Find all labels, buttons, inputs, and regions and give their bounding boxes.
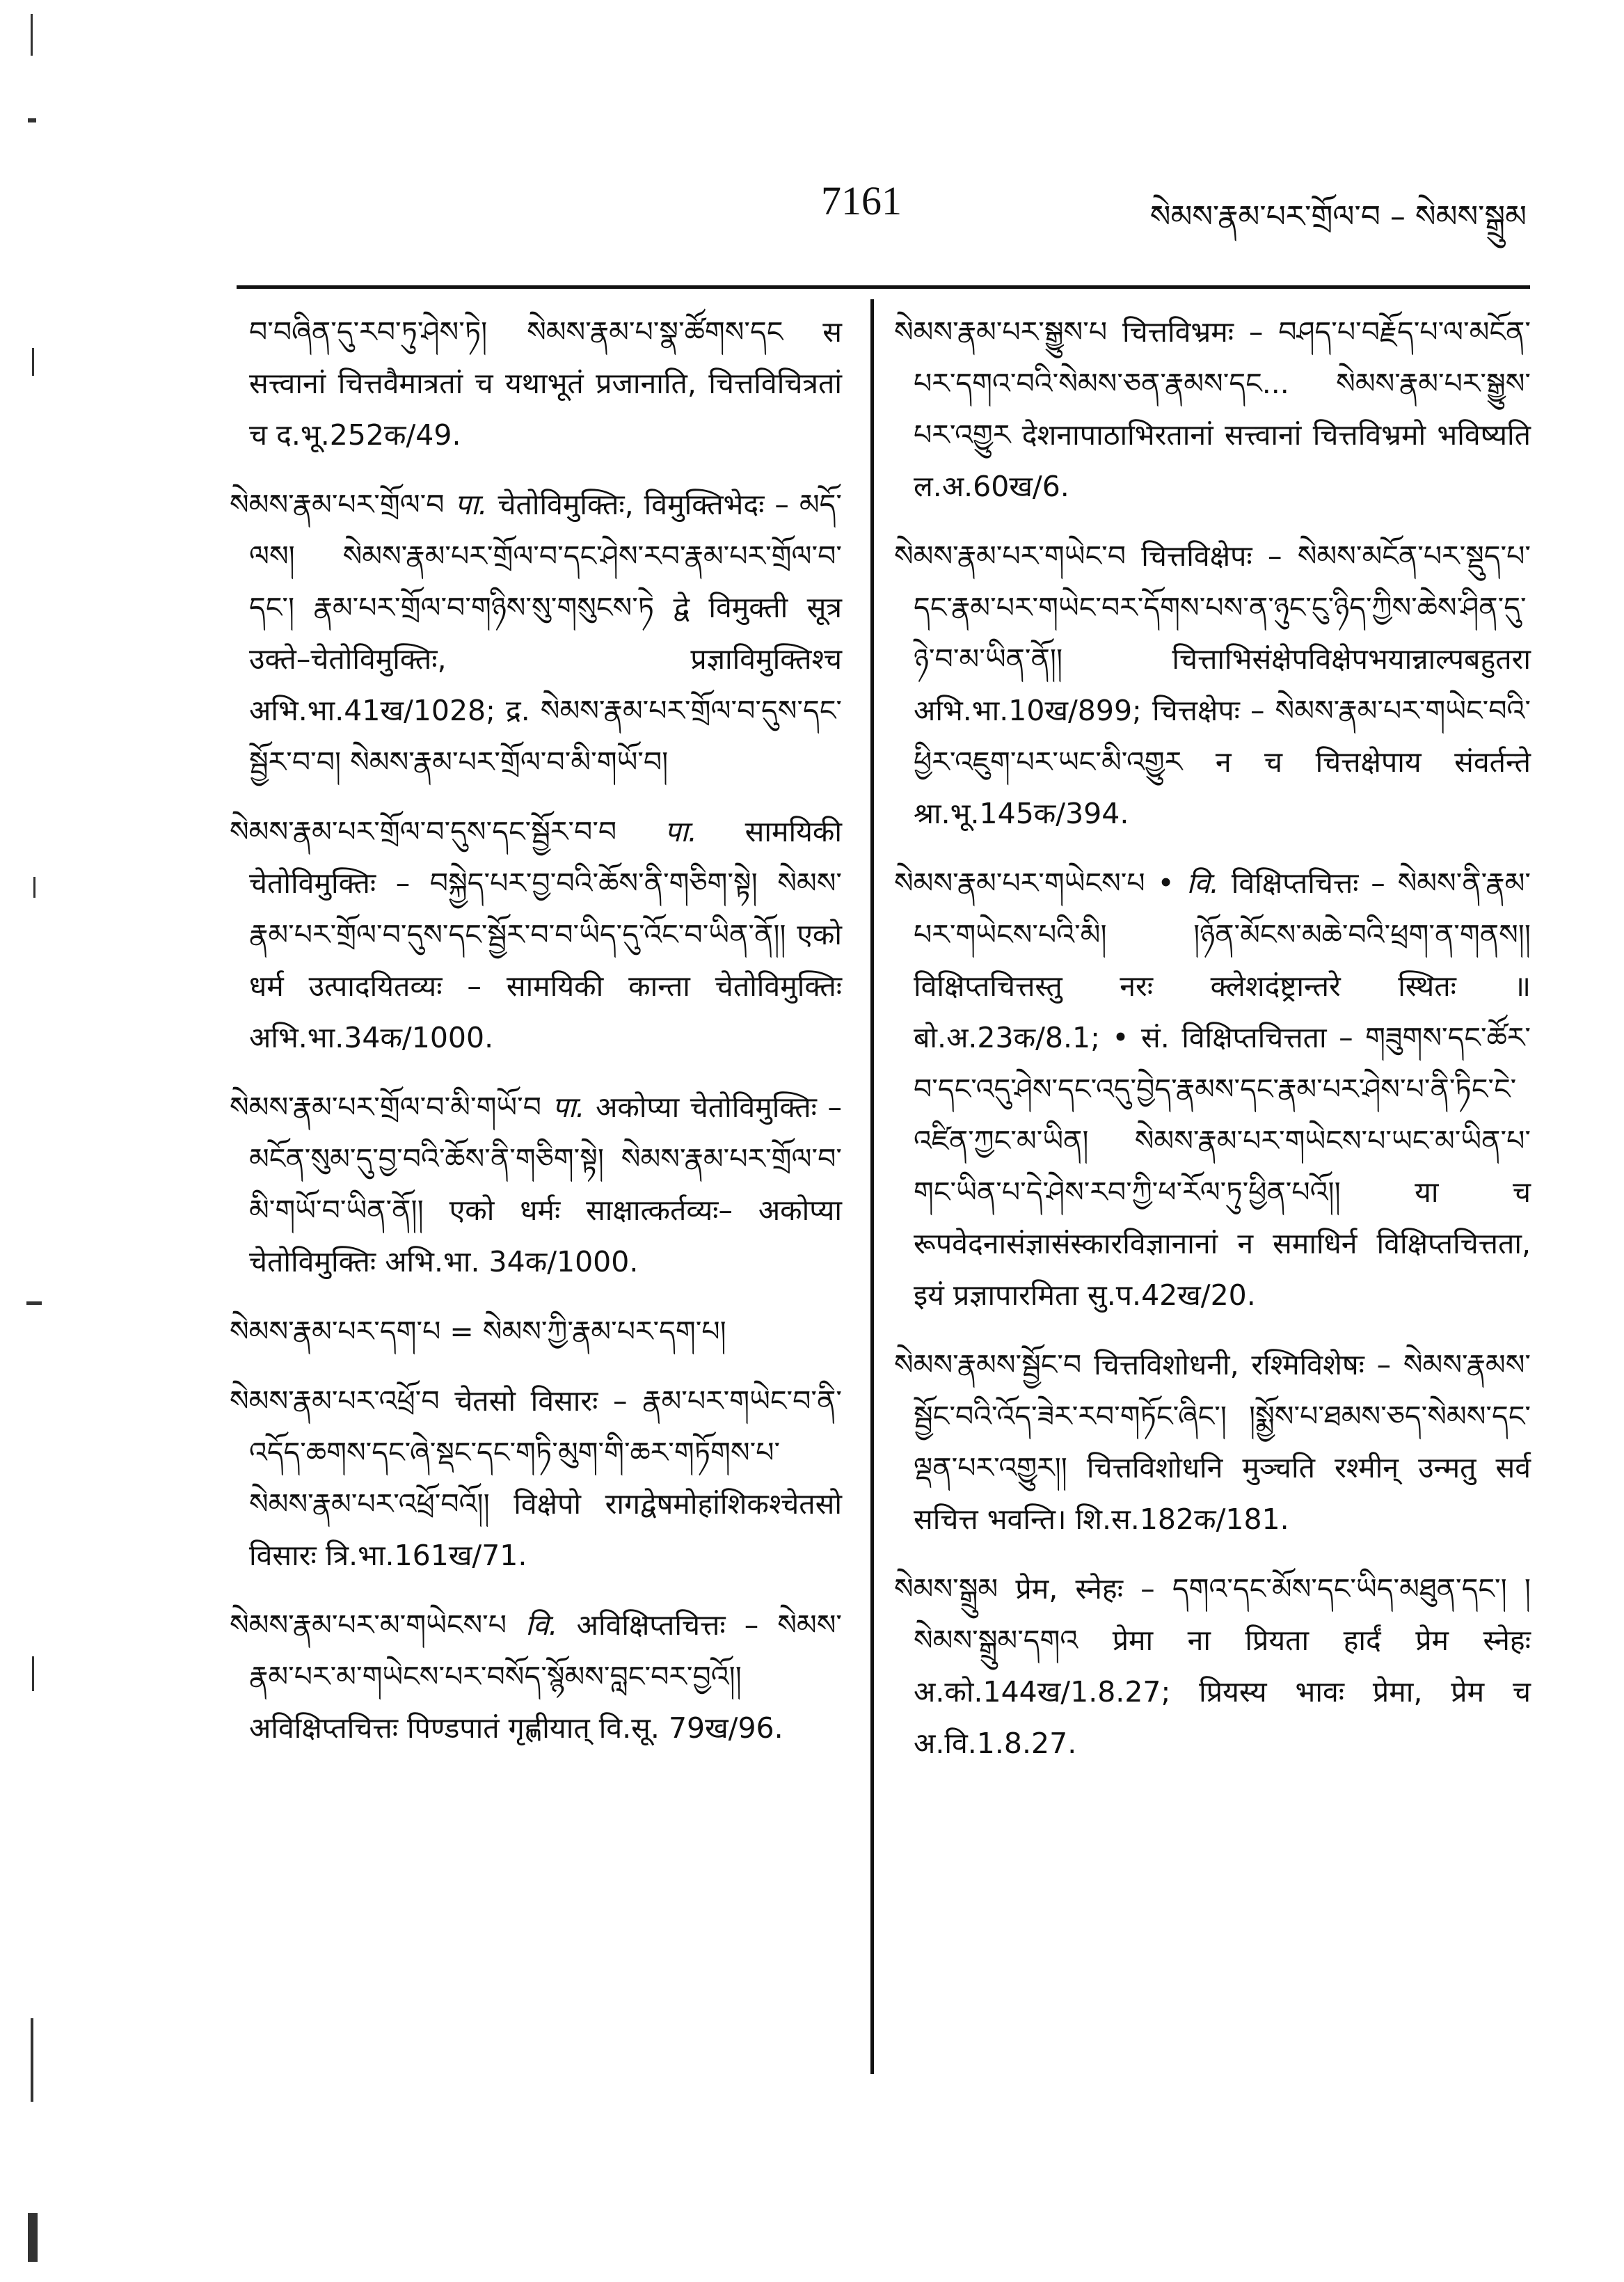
dictionary-entry xyxy=(894,306,1531,512)
page-number: 7161 xyxy=(821,178,902,223)
entry-headword: སེམས་རྣམ་པར་གཡེངས་པ xyxy=(894,866,1145,900)
entry-text: विक्षिप्तचित्तः – སེམས་ནི་རྣམ་པར་གཡེངས་པའི་མི། །ཉོན་མོངས་མཆེ་བའི་ཕྲག་ན་གནས།། विक्षिप्तचित्तस्तु नरः क्लेशदंष्ट्रान्तरे स्थितः ॥ बो.अ.23क/8.1; • सं. विक्षिप्तचित्तता – གཟུགས་དང་ཚོར་བ་དང་འདུ་ཤེས་དང་འདུ་བྱེད་རྣམས་དང་རྣམ་པར་ཤེས་པ་ནི་ཏིང་ངེ་འཛིན་ཀྱང་མ་ཡིན། སེམས་རྣམ་པར་གཡེངས་པ་ཡང་མ་ཡིན་པ་གང་ཡིན་པ་དེ་ཤེས་རབ་ཀྱི་ཕ་རོལ་ཏུ་ཕྱིན་པའོ།། या च रूपवेदनासंज्ञासंस्कारविज्ञानानां न समाधिर्न विक्षिप्तचित्तता, इयं प्रज्ञापारमिता सु.प.42ख/20. xyxy=(914,866,1531,1312)
dictionary-entry xyxy=(894,1563,1531,1769)
dictionary-entry xyxy=(894,857,1531,1321)
entry-headword: སེམས་རྣམ་པར་སྒྱུས་པ xyxy=(894,315,1108,349)
running-head: སེམས་རྣམ་པར་གྲོལ་བ – སེམས་སྒྲུམ xyxy=(1149,199,1527,235)
entry-abbreviation: पा. xyxy=(664,815,697,848)
entry-text: प्रेम, स्नेहः – དགའ་དང་མོས་དང་ཡིད་མཐུན་དང་། །སེམས་སྒྲུམ་དགའ प्रेमा ना प्रियता हार्दं प्रेम स्नेहः अ.को.144ख/1.8.27; प्रियस्य भावः प्रेमा, प्रेम च अ.वि.1.8.27. xyxy=(914,1572,1531,1760)
entry-text: = སེམས་ཀྱི་རྣམ་པར་དག་པ། xyxy=(449,1315,726,1348)
entry-abbreviation: पा. xyxy=(552,1091,585,1124)
entry-headword: སེམས་རྣམ་པར་མ་གཡེངས་པ xyxy=(230,1608,507,1642)
dictionary-entry xyxy=(230,806,842,1063)
entry-text: चित्तविक्षेपः – སེམས་མངོན་པར་སྡུད་པ་དང་རྣམ་པར་གཡེང་བར་དོགས་པས་ན་ཉུང་ངུ་ཉིད་ཀྱིས་ཆེས་ཤིན་དུ་ཉེ་བ་མ་ཡིན་ནོ།། चित्ताभिसंक्षेपविक्षेपभयान्नाल्पबहुतरा अभि.भा.10ख/899; चित्तक्षेपः – སེམས་རྣམ་པར་གཡེང་བའི་ཕྱིར་འཇུག་པར་ཡང་མི་འགྱུར न च चित्तक्षेपाय संवर्तन्ते श्रा.भू.145क/394. xyxy=(914,539,1531,830)
entry-text: सामयिकी चेतोविमुक्तिः – བསྐྱེད་པར་བྱ་བའི་ཆོས་ནི་གཅིག་སྟེ། སེམས་རྣམ་པར་གྲོལ་བ་དུས་དང་སྦྱོར་བ་བ་ཡིད་དུ་འོང་བ་ཡིན་ནོ།། एको धर्म उत्पादयितव्यः – सामयिकी कान्ता चेतोविमुक्तिः अभि.भा.34क/1000. xyxy=(249,815,842,1054)
dictionary-entry xyxy=(894,530,1531,839)
left-column xyxy=(230,306,842,1772)
entry-abbreviation: पा. xyxy=(454,488,488,521)
dictionary-entry xyxy=(230,1375,842,1581)
entry-abbreviation: वि. xyxy=(525,1608,558,1642)
entry-headword: སེམས་རྣམས་སྦྱོང་བ xyxy=(894,1348,1082,1381)
entry-headword: སེམས་རྣམ་པར་གྲོལ་བ་དུས་དང་སྦྱོར་བ་བ xyxy=(230,815,617,848)
dictionary-entry xyxy=(894,1339,1531,1545)
entry-headword: སེམས་རྣམ་པར་གྲོལ་བ xyxy=(230,488,445,521)
entry-text: चेतसो विसारः – རྣམ་པར་གཡེང་བ་ནི་འདོད་ཆགས་དང་ཞེ་སྡང་དང་གཏི་མུག་གི་ཆར་གཏོགས་པ་སེམས་རྣམ་པར་འཕྲོ་བའོ།། विक्षेपो रागद्वेषमोहांशिकश्चेतसो विसारः त्रि.भा.161ख/71. xyxy=(249,1384,842,1572)
entry-text: चेतोविमुक्तिः, विमुक्तिभेदः – མདོ་ལས། སེམས་རྣམ་པར་གྲོལ་བ་དང་ཤེས་རབ་རྣམ་པར་གྲོལ་བ་དང་། རྣམ་པར་གྲོལ་བ་གཉིས་སུ་གསུངས་ཏེ द्वे विमुक्ती सूत्र उक्ते–चेतोविमुक्तिः, प्रज्ञाविमुक्तिश्च अभि.भा.41ख/1028; द्र. སེམས་རྣམ་པར་གྲོལ་བ་དུས་དང་སྦྱོར་བ་བ། སེམས་རྣམ་པར་གྲོལ་བ་མི་གཡོ་བ། xyxy=(249,488,842,779)
column-divider xyxy=(870,299,874,2074)
right-column xyxy=(894,306,1531,1787)
entry-text: अकोप्या चेतोविमुक्तिः – མངོན་སུམ་དུ་བྱ་བའི་ཆོས་ནི་གཅིག་སྟེ། སེམས་རྣམ་པར་གྲོལ་བ་མི་གཡོ་བ་ཡིན་ནོ།། एको धर्मः साक्षात्कर्तव्यः– अकोप्या चेतोविमुक्तिः अभि.भा. 34क/1000. xyxy=(249,1091,842,1278)
entry-text: चित्तविभ्रमः – བཤད་པ་བརྗོད་པ་ལ་མངོན་པར་དགའ་བའི་སེམས་ཅན་རྣམས་དང... སེམས་རྣམ་པར་སྒྱུས་པར་འགྱུར देशनापाठाभिरतानां सत्त्वानां चित्तविभ्रमो भविष्यति ल.अ.60ख/6. xyxy=(914,315,1531,503)
entry-headword: སེམས་རྣམ་པར་གྲོལ་བ་མི་གཡོ་བ xyxy=(230,1091,542,1124)
entry-abbreviation: • वि. xyxy=(1157,866,1219,900)
entry-headword: སེམས་རྣམ་པར་གཡེང་བ xyxy=(894,539,1127,573)
header-rule xyxy=(237,285,1530,289)
dictionary-entry xyxy=(230,1599,842,1754)
entry-headword: སེམས་རྣམ་པར་དག་པ xyxy=(230,1315,441,1348)
dictionary-entry xyxy=(230,1081,842,1287)
entry-headword: སེམས་རྣམ་པར་འཕྲོ་བ xyxy=(230,1384,440,1418)
entry-text: चित्तविशोधनी, रश्मिविशेषः – སེམས་རྣམས་སྦྱོང་བའི་འོད་ཟེར་རབ་གཏོང་ཞིང་། །སྨྱོས་པ་ཐམས་ཅད་སེམས་དང་ལྡན་པར་འགྱུར།། चित्तविशोधनि मुञ्चति रश्मीन् उन्मतु सर्व सचित्त भवन्ति। शि.स.182क/181. xyxy=(914,1348,1531,1536)
entry-text: བ་བཞིན་དུ་རབ་ཏུ་ཤེས་ཏེ། སེམས་རྣམ་པ་སྣ་ཚོགས་དང स सत्त्वानां चित्तवैमात्रतां च यथाभूतं प्रजानाति, चित्तविचित्रतां च द.भू.252क/49. xyxy=(249,315,842,452)
dictionary-entry xyxy=(230,1306,842,1357)
entry-continuation xyxy=(230,306,842,461)
entry-text: अविक्षिप्तचित्तः – སེམས་རྣམ་པར་མ་གཡེངས་པར་བསོད་སྙོམས་བླང་བར་བྱའོ།། अविक्षिप्तचित्तः पिण्डपातं गृह्णीयात् वि.सू. 79ख/96. xyxy=(249,1608,842,1745)
dictionary-entry xyxy=(230,479,842,788)
entry-headword: སེམས་སྒྲུམ xyxy=(894,1572,998,1606)
scan-edge-marks xyxy=(21,0,49,2282)
